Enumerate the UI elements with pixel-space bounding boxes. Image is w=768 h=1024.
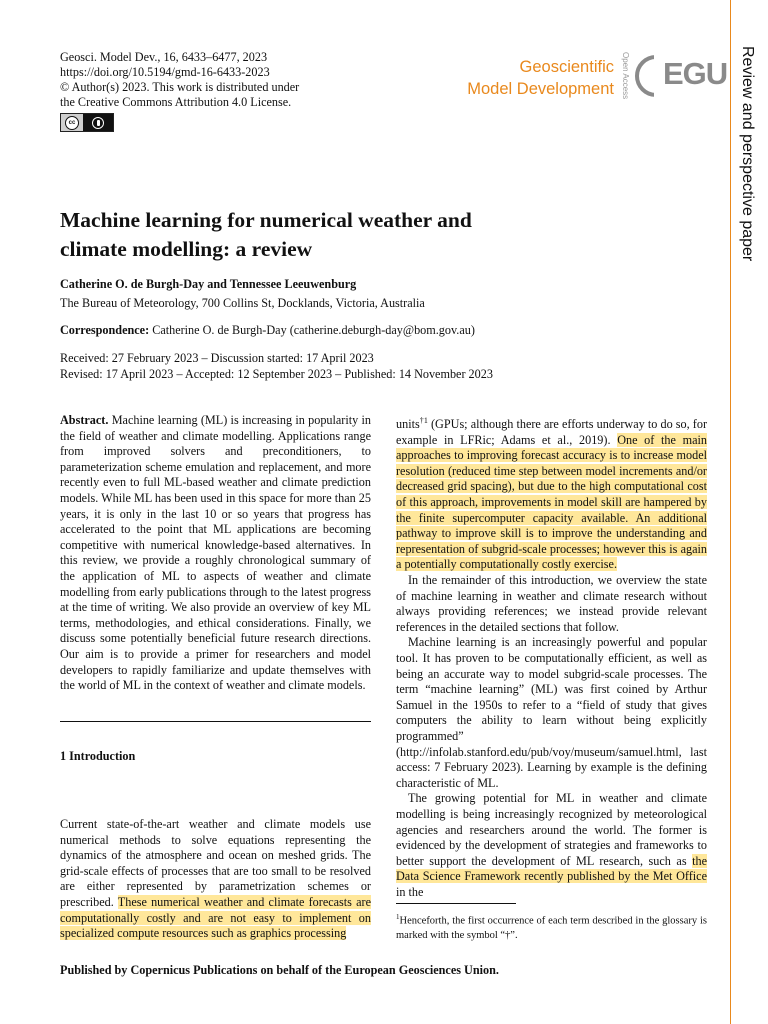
footnote-marker: 1 — [396, 913, 400, 921]
correspondence-label: Correspondence: — [60, 323, 150, 337]
footnote: $^1$Henceforth, the first occurrence of each term described in the glossary is marked with the symbol “†”. — [396, 913, 707, 941]
divider — [60, 721, 371, 722]
footnote-divider — [396, 903, 516, 904]
correspondence — [60, 323, 475, 338]
dates-received: Received: 27 February 2023 – Discussion started: 17 April 2023 — [60, 351, 374, 365]
paragraph: In the remainder of this introduction, we overview the state of machine learning in weather and climate research without always providing references; we instead provide relevant references in the detailed sections that follow. — [396, 573, 707, 634]
paragraph: units$^{\dagger 1}$ (GPUs; although there are efforts underway to do so, for example in LFRic; Adams et al., 2019). One of the main approaches to improving forecast accuracy is to increase model resolution (reduced time step between model increments and/or decreased grid spacing), but due to the high computational cost of this approach, improvements in model skill are hampered by the finite supercomputer capacity available. An additional pathway to improve skill is to improve the understanding and representation of subgrid-scale processes; however this is again a potentially computationally costly exercise. — [396, 416, 708, 572]
authors: Catherine O. de Burgh-Day and Tennessee Leeuwenburg — [60, 277, 357, 291]
highlight: the Data Science Framework recently published by the Met Office — [396, 853, 707, 884]
doi-link[interactable]: https://doi.org/10.5194/gmd-16-6433-2023 — [60, 65, 270, 79]
cc-icon: cc — [65, 116, 79, 130]
copyright: © Author(s) 2023. This work is distributed under — [60, 80, 300, 94]
abstract-text: Machine learning (ML) is increasing in popularity in the field of weather and climate modelling. Applications range from improved solvers and preconditioners, to parameterization scheme emulation and replacement, and more recently even to full ML-based weather and climate prediction models. While ML has been used in this space for more than 25 years, it is only in the last 10 or so years that progress has accelerated to the point that ML applications are becoming competitive with numerical knowledge-based alternatives. In this review, we provide a roughly chronological summary of the application of ML to aspects of weather and climate modelling from early publications through to the latest progress at the time of writing. We also provide an overview of key ML terms, methodologies, and ethical considerations. Finally, we discuss some potentially beneficial future research directions. Our aim is to provide a primer for researchers and model developers to rapidly familiarize and update themselves with the world of ML in the context of weather and climate models. — [60, 413, 372, 693]
highlight: One of the main approaches to improving forecast accuracy is to increase model resolution (reduced time step between model increments and/or decreased grid spacing), but due to the high computational cost of this approach, improvements in model skill are hampered by the finite supercomputer capacity available. An additional pathway to improve skill is to improve the understanding and representation of subgrid-scale processes; however this is again a potentially computationally costly exercise. — [396, 432, 707, 572]
paragraph: Machine learning is an increasingly powerful and popular tool. It has proven to be computationally efficient, as well as being an accurate way to model subgrid-scale processes. The term “machine learning” (ML) was first coined by Arthur Samuel in the 1950s to refer to a “field of study that gives computers the ability to learn without being explicitly programmed” (http://infolab.stanford.edu/pub/voy/museum/samuel.html, last access: 7 February 2023). Learning by example is the defining characteristic of ML. — [396, 635, 707, 790]
journal-name-line2: Model Development — [467, 80, 614, 98]
right-column — [396, 413, 707, 900]
affiliation: The Bureau of Meteorology, 700 Collins St, Docklands, Victoria, Australia — [60, 296, 425, 310]
citation: Geosci. Model Dev., 16, 6433–6477, 2023 — [60, 50, 268, 64]
license: the Creative Commons Attribution 4.0 License. — [60, 95, 292, 109]
dates-published: Revised: 17 April 2023 – Accepted: 12 September 2023 – Published: 14 November 2023 — [60, 367, 493, 381]
paragraph: The growing potential for ML in weather and climate modelling is being increasingly recognized by meteorological agencies and researchers around the world. The former is evidenced by the development of strategies and frameworks to better support the development of ML research, such as the Data Science Framework recently published by the Met Office in the — [396, 791, 707, 899]
publisher-footer: Published by Copernicus Publications on behalf of the European Geosciences Union. — [60, 963, 499, 977]
correspondence-email[interactable]: Catherine O. de Burgh-Day (catherine.deburgh-day@bom.gov.au) — [152, 323, 475, 337]
egu-logo-icon — [634, 54, 664, 98]
journal-name — [467, 56, 614, 100]
journal-name-line1: Geoscientific — [519, 58, 614, 76]
open-access-label: Open Access — [621, 52, 630, 100]
abstract-label: Abstract. — [60, 413, 109, 427]
egu-logo: EGU — [663, 56, 728, 91]
section-heading: 1 Introduction — [60, 749, 136, 763]
citation-block — [60, 50, 299, 110]
intro-paragraph: Current state-of-the-art weather and climate models use numerical methods to solve equations representing the dynamics of the atmosphere and ocean on meshed grids. The grid-scale effects of processes that are too small to be resolved are either represented by parametrization schemes or prescribed. These numerical weather and climate forecasts are computationally costly and are not easy to implement on specialized compute resources such as graphics processing — [60, 817, 371, 941]
page-title: Machine learning for numerical weather and climate modelling: a review — [60, 208, 472, 261]
cc-by-badge[interactable] — [60, 113, 114, 132]
abstract — [60, 413, 371, 694]
person-icon — [92, 117, 104, 129]
highlight: These numerical weather and climate forecasts are computationally costly and are not easy to implement on specialized compute resources such as graphics processing — [60, 894, 371, 941]
glossary-marker: †1 — [419, 416, 428, 425]
dates — [60, 350, 493, 382]
